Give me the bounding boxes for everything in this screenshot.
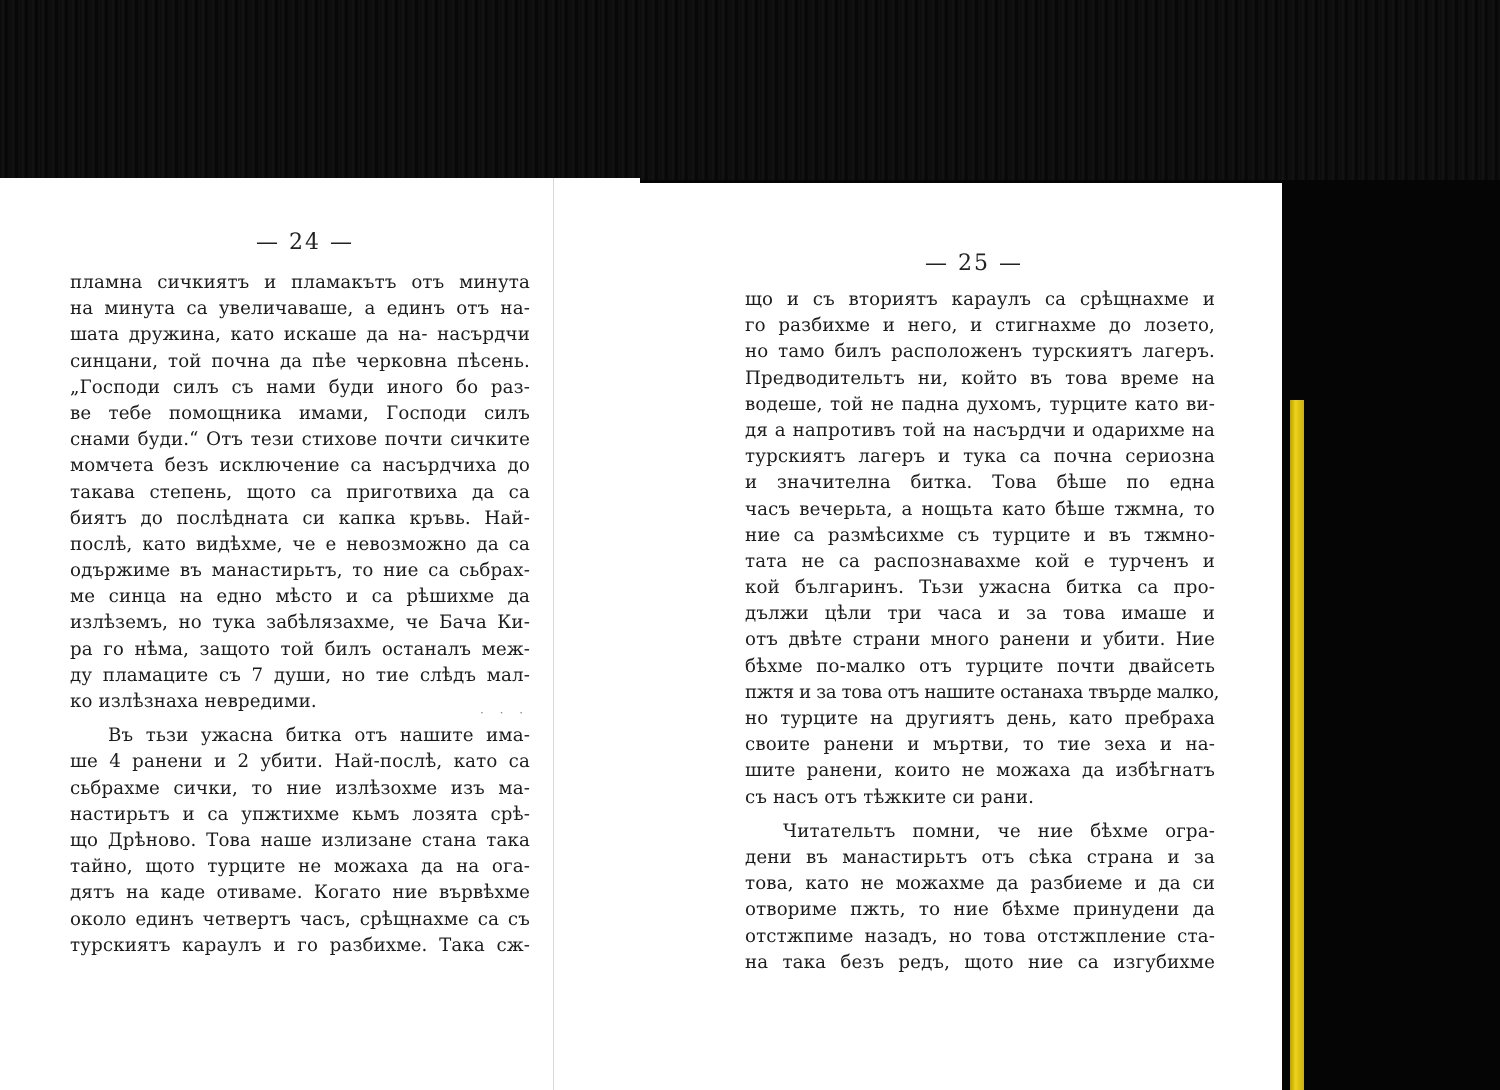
text-line: водеше, той не падна духомъ, турците като ви- bbox=[745, 393, 1215, 415]
text-line: ра го нѣма, защото той билъ останалъ меж- bbox=[70, 638, 530, 660]
text-line: ме синца на едно мѣсто и са рѣшихме да bbox=[70, 586, 530, 608]
text-line: настирьтъ и са упжтихме кьмъ лозята срѣ- bbox=[70, 803, 530, 825]
text-line: такава степень, щото са приготвиха да са bbox=[70, 481, 530, 503]
text-line: дя а напротивъ той на насърдчи и одарихме на bbox=[745, 419, 1215, 441]
text-line: часъ вечерьта, а нощьта като бѣше тжмна, то bbox=[745, 498, 1215, 520]
text-line: Читательтъ помни, че ние бѣхме огра- bbox=[783, 820, 1215, 842]
text-line: пламна сичкиятъ и пламакътъ отъ минута bbox=[70, 272, 530, 293]
text-line: отъ двѣте страни много ранени и убити. Ние bbox=[745, 629, 1215, 651]
text-line: дължи цѣли три часа и за това имаше и bbox=[745, 603, 1215, 625]
text-line: одържиме въ манастирьтъ, то ние са сьбрах- bbox=[70, 560, 530, 582]
text-line: но тамо билъ расположенъ турскиятъ лагеръ. bbox=[745, 341, 1215, 363]
text-line: послѣ, като видѣхме, че е невозможно да са bbox=[70, 533, 530, 555]
paragraph bbox=[745, 287, 1220, 811]
text-line: сьбрахме сички, то ние излѣзохме изъ ма- bbox=[70, 777, 530, 799]
scan-specks: · · · bbox=[480, 706, 530, 720]
text-line: турскиятъ лагеръ и тука са почна сериозна bbox=[745, 446, 1215, 468]
text-line: що Дрѣново. Това наше излизане стана така bbox=[70, 829, 530, 851]
text-line: отвориме пжть, то ние бѣхме принудени да bbox=[745, 899, 1215, 921]
text-line: „Господи силъ съ нами буди иного бо раз- bbox=[70, 376, 530, 398]
page-number-left: — 24 — bbox=[256, 230, 354, 255]
text-line: Предводительтъ ни, който въ това време на bbox=[745, 367, 1215, 389]
text-line: около единъ четвертъ часъ, срѣщнахме са съ bbox=[70, 908, 530, 930]
text-line: дени въ манастирьтъ отъ сѣка страна и за bbox=[745, 846, 1215, 868]
text-line: излѣземъ, но тука забѣлязахме, че Бача Ки- bbox=[70, 612, 530, 634]
right-page bbox=[640, 183, 1282, 1090]
text-line: турскиятъ караулъ и го разбихме. Така сж- bbox=[70, 934, 530, 956]
text-line: момчета безъ исключение са насърдчиха до bbox=[70, 455, 530, 477]
text-line: своите ранени и мъртви, то тие зеха и на- bbox=[745, 734, 1215, 756]
text-line: тата не са распознавахме кой е турченъ и bbox=[745, 550, 1215, 572]
page-number-right: — 25 — bbox=[925, 251, 1023, 276]
text-line: синцани, той почна да пѣе черковна пѣсень. bbox=[70, 350, 530, 372]
text-line: шата дружина, като искаше да на- насърдчи bbox=[70, 324, 530, 346]
text-line: ду пламаците съ 7 души, но тие слѣдъ мал- bbox=[70, 664, 530, 686]
page-fold-line bbox=[553, 178, 554, 1090]
page-gutter bbox=[555, 178, 640, 1090]
left-page-text bbox=[70, 270, 530, 959]
text-line: го разбихме и него, и стигнахме до лозето, bbox=[745, 315, 1215, 337]
right-page-text bbox=[745, 287, 1220, 976]
text-line: кой българинъ. Тьзи ужасна битка са про- bbox=[745, 577, 1215, 599]
paragraph bbox=[70, 723, 530, 959]
text-line: пжтя и за това отъ нашите останаха твърде малко, bbox=[745, 681, 1220, 703]
text-line: отстжпиме назадъ, но това отстжпление ста- bbox=[745, 925, 1215, 947]
scan-background bbox=[0, 0, 1500, 180]
paragraph bbox=[70, 270, 530, 715]
text-line: на минута са увеличаваше, а единъ отъ на- bbox=[70, 298, 530, 320]
text-line: на така безъ редъ, щото ние са изгубихме bbox=[745, 951, 1215, 973]
text-line: но турците на другиятъ день, като пребраха bbox=[745, 708, 1215, 729]
text-line: ко излѣзнаха невредими. bbox=[70, 691, 317, 712]
text-line: съ насъ отъ тѣжките си рани. bbox=[745, 786, 1035, 808]
left-page bbox=[0, 178, 555, 1090]
paragraph bbox=[745, 819, 1215, 976]
book-edge bbox=[1290, 400, 1304, 1090]
text-line: биятъ до послѣдната си капка кръвь. Най- bbox=[70, 507, 530, 529]
text-line: тайно, щото турците не можаха да на ога- bbox=[70, 856, 530, 878]
text-line: шите ранени, които не можаха да избѣгнатъ bbox=[745, 760, 1215, 782]
text-line: ве тебе помощника имами, Господи силъ bbox=[70, 402, 530, 424]
text-line: дятъ на каде отиваме. Когато ние вървѣхме bbox=[70, 882, 530, 904]
text-line: ше 4 ранени и 2 убити. Най-послѣ, като са bbox=[70, 751, 530, 773]
text-line: бѣхме по-малко отъ турците почти двайсеть bbox=[745, 655, 1215, 677]
text-line: и значителна битка. Това бѣше по една bbox=[745, 472, 1215, 494]
text-line: това, като не можахме да разбиеме и да си bbox=[745, 873, 1215, 895]
text-line: снами буди.“ Отъ тези стихове почти сичките bbox=[70, 429, 530, 451]
text-line: Въ тьзи ужасна битка отъ нашите има- bbox=[108, 725, 530, 747]
text-line: що и съ вториятъ караулъ са срѣщнахме и bbox=[745, 289, 1215, 310]
text-line: ние са размѣсихме съ турците и въ тжмно- bbox=[745, 524, 1215, 546]
